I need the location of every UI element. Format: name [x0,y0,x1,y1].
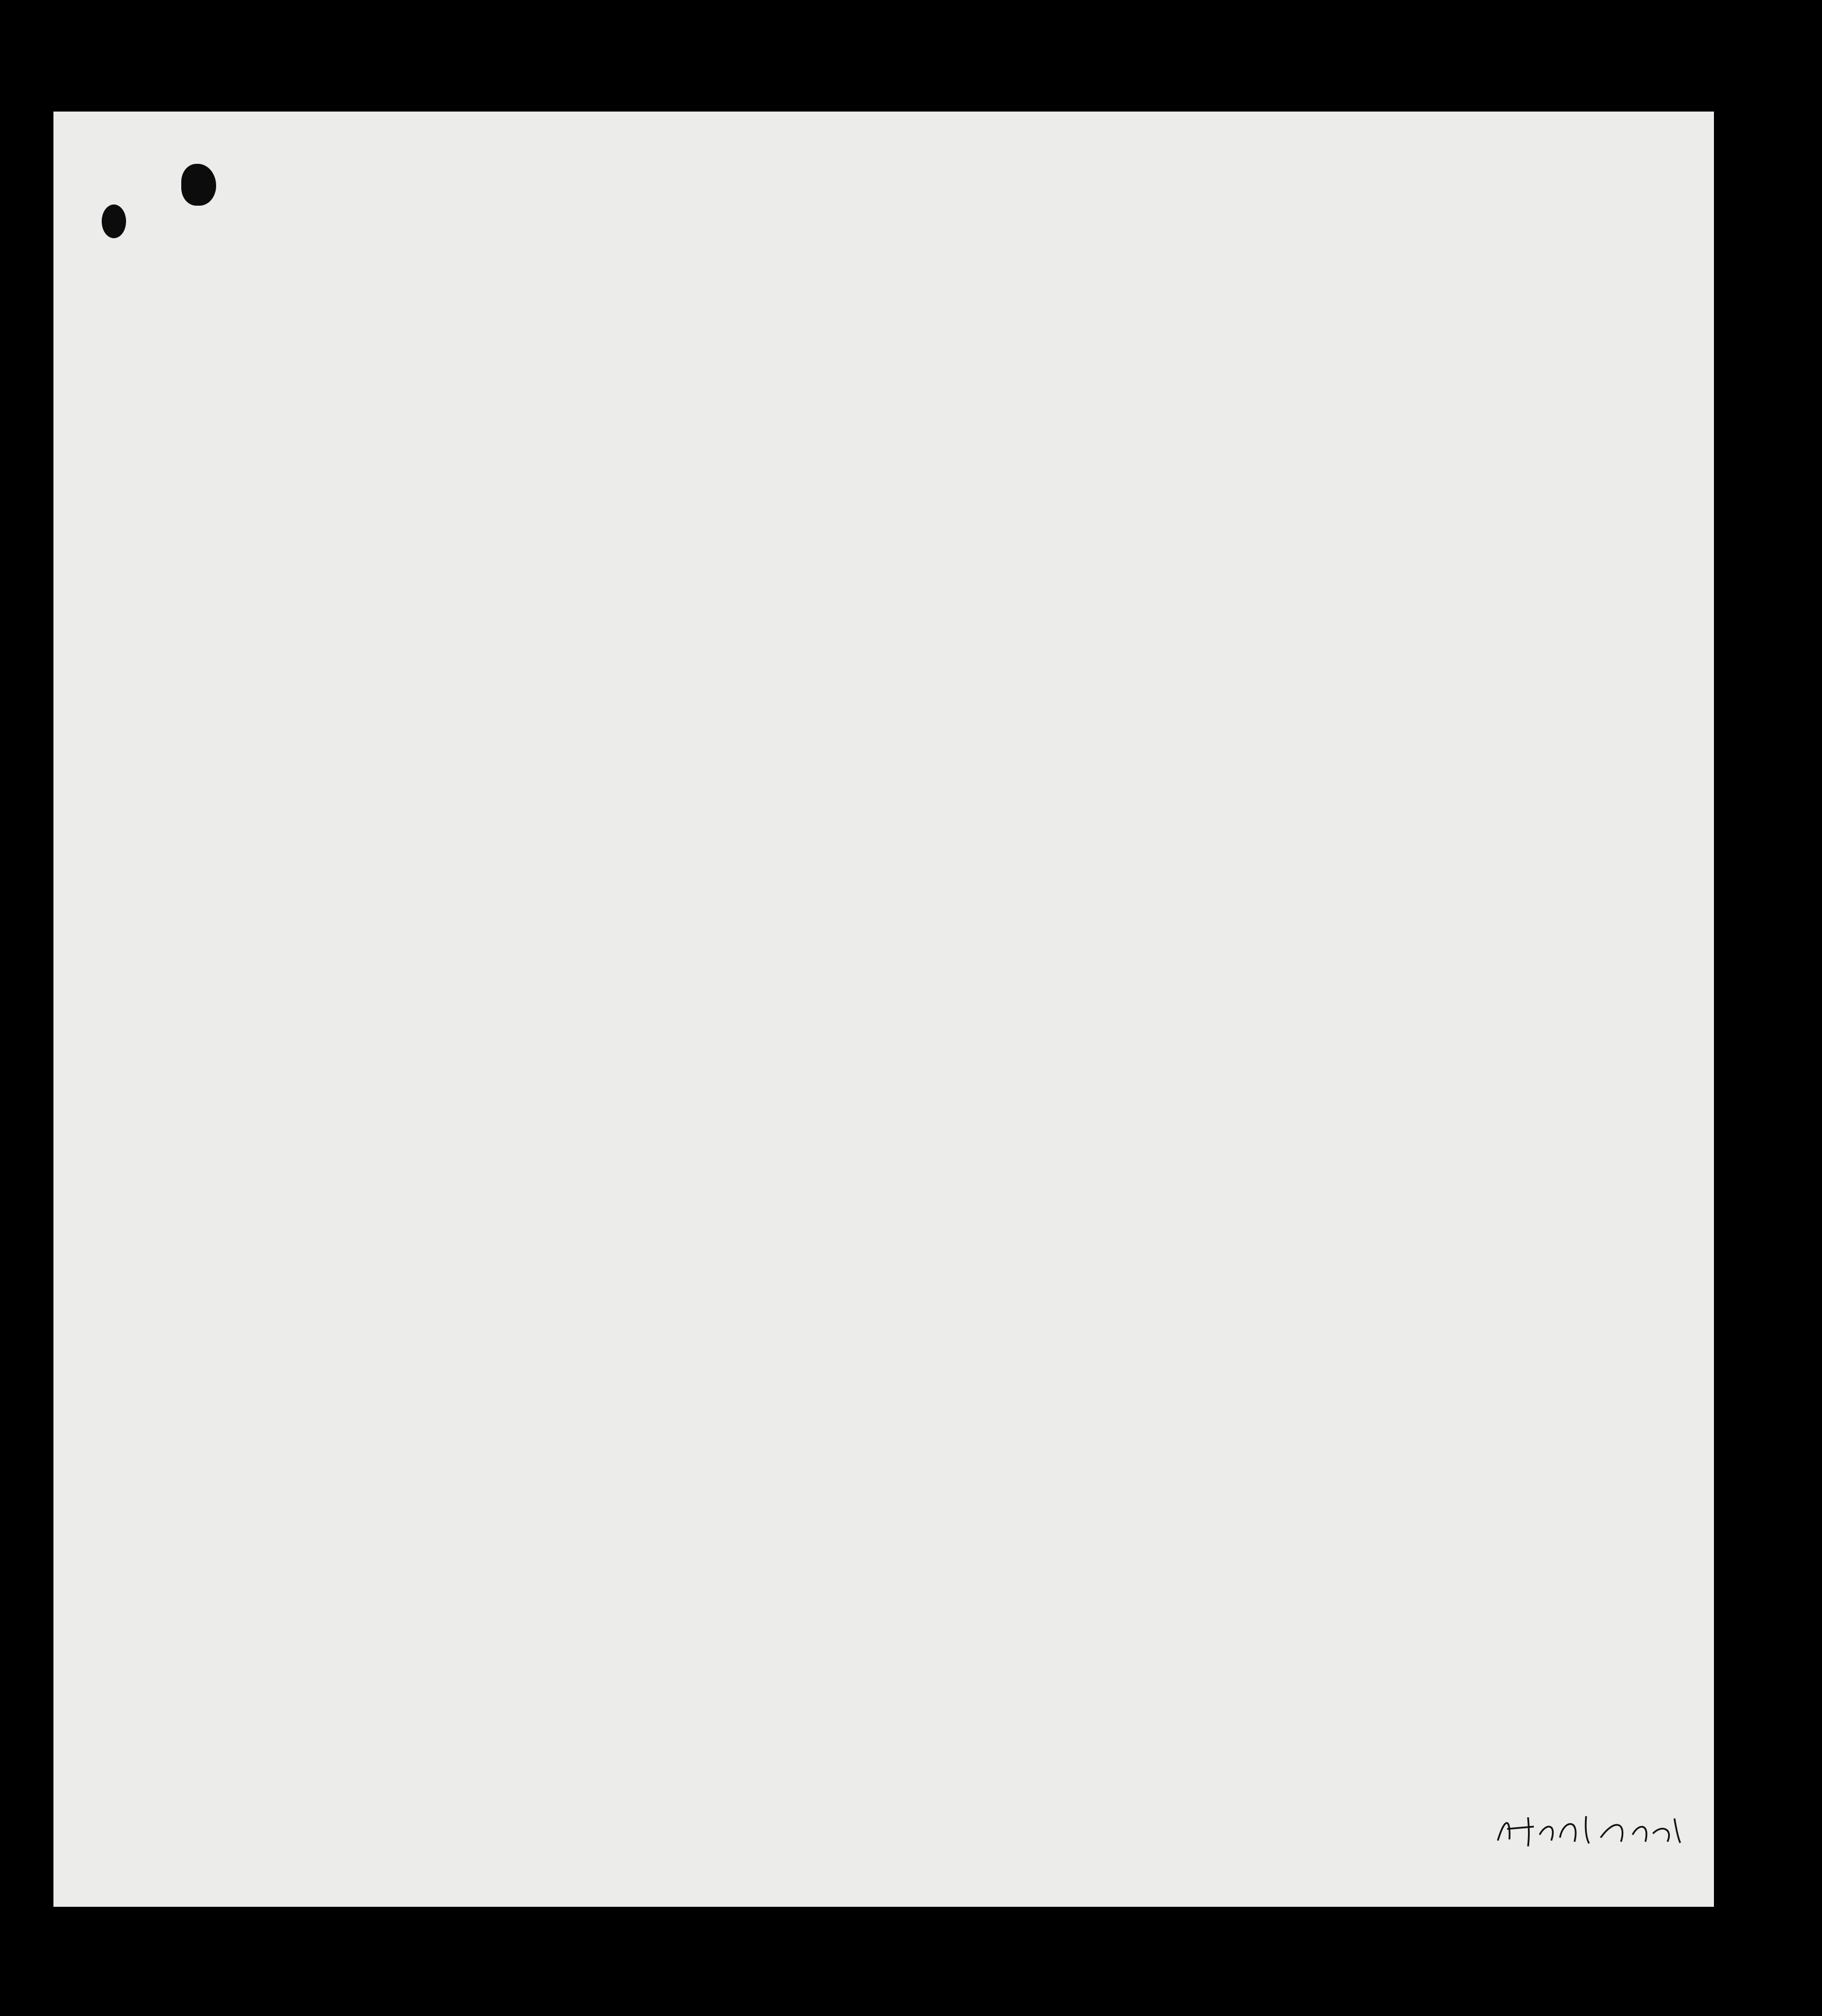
ink-blot-small [102,205,126,238]
officer-signature [1493,1806,1702,1852]
ink-blot [181,164,216,206]
